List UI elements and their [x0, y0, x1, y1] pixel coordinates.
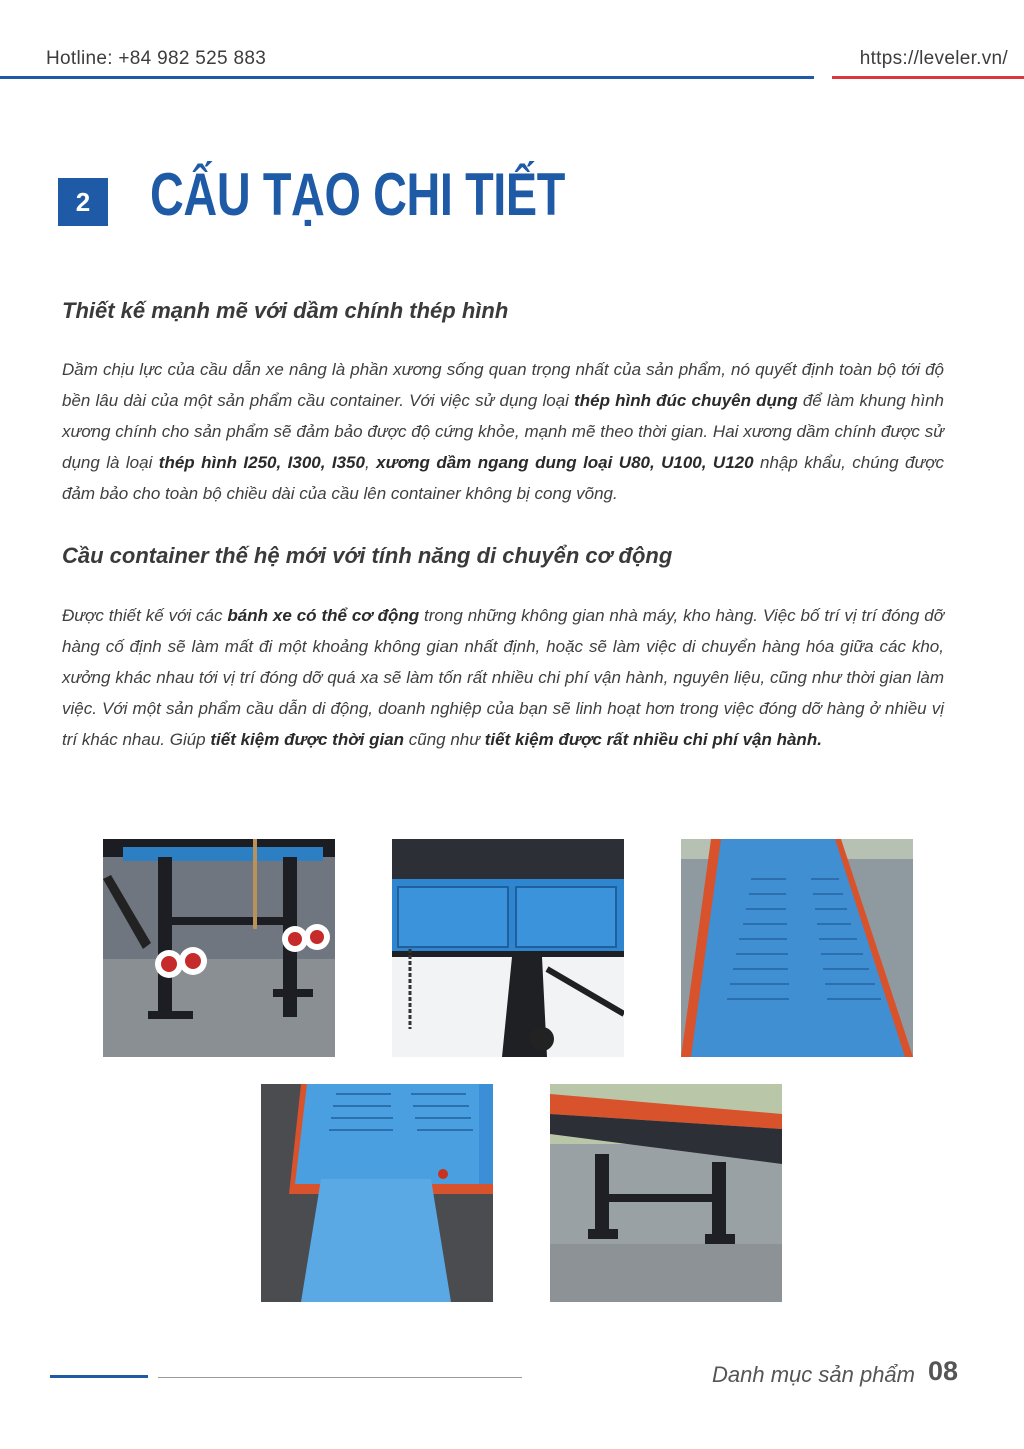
bold-phrase: thép hình I250, I300, I350	[158, 453, 365, 472]
paragraph-beam-design	[62, 354, 944, 509]
section-number-badge: 2	[58, 178, 108, 226]
website-link[interactable]: https://leveler.vn/	[859, 48, 1008, 69]
header-rule-red	[832, 76, 1024, 79]
text-run: Được thiết kế với các	[62, 606, 228, 625]
text-run: nhập khẩu, chúng được đảm bảo cho toàn bộ chiều dài của cầu lên container không bị cong võng.	[62, 453, 944, 503]
photo-side-plate-chain	[392, 839, 624, 1057]
bold-phrase: bánh xe có thể cơ động	[227, 606, 420, 625]
section-title: CẤU TẠO CHI TIẾT	[150, 161, 565, 228]
text-run: Dầm chịu lực của cầu dẫn xe nâng là phần xương sống quan trọng nhất của sản phẩm, nó quyết định toàn bộ tới độ bền lâu dài của một sản phẩm cầu container. Với việc sử dụng loại	[62, 360, 944, 410]
footer-label: Danh mục sản phẩm	[712, 1362, 915, 1387]
page-number: 08	[928, 1356, 959, 1386]
bold-phrase: tiết kiệm được thời gian	[210, 730, 405, 749]
text-run: cũng như	[404, 730, 485, 749]
bold-phrase: tiết kiệm được rất nhiều chi phí vận hành.	[484, 730, 822, 749]
footer-rule-gray	[158, 1377, 522, 1378]
header-rule-blue	[0, 76, 814, 79]
text-run: trong những không gian nhà máy, kho hàng. Việc bố trí vị trí đóng dỡ hàng cố định sẽ làm mất đi một khoảng không gian nhất định, hoặc sẽ làm việc di chuyển hàng hóa giữa các kho, xưởng khác nhau tới vị trí đóng dỡ quá xa sẽ làm tốn rất nhiều chi phí vận hành, nguyên liệu, cũng như thời gian làm việc. Với một sản phẩm cầu dẫn di động, doanh nghiệp của bạn sẽ linh hoạt hơn trong việc đóng dỡ hàng ở nhiều vị trí khác nhau. Giúp	[62, 606, 944, 749]
photo-ramp-deck	[681, 839, 913, 1057]
bold-phrase: thép hình đúc chuyên dụng	[574, 391, 798, 410]
bold-phrase: xương dầm ngang dung loại U80, U100, U120	[376, 453, 754, 472]
hotline-text: Hotline: +84 982 525 883	[46, 48, 267, 69]
subheading-beam-design: Thiết kế mạnh mẽ với dầm chính thép hình	[62, 298, 509, 323]
footer-rule-blue	[50, 1375, 148, 1378]
photo-ramp-lip	[261, 1084, 493, 1302]
text-run: ,	[364, 453, 377, 472]
photo-ramp-support	[550, 1084, 782, 1302]
photo-wheel-legs	[103, 839, 335, 1057]
text-run: để làm khung hình xương chính cho sản phẩm sẽ đảm bảo được độ cứng khỏe, mạnh mẽ theo thời gian. Hai xương dầm chính được sử dụng là loại	[62, 391, 944, 472]
paragraph-mobility	[62, 600, 944, 755]
subheading-mobility: Cầu container thế hệ mới với tính năng di chuyển cơ động	[62, 543, 673, 568]
